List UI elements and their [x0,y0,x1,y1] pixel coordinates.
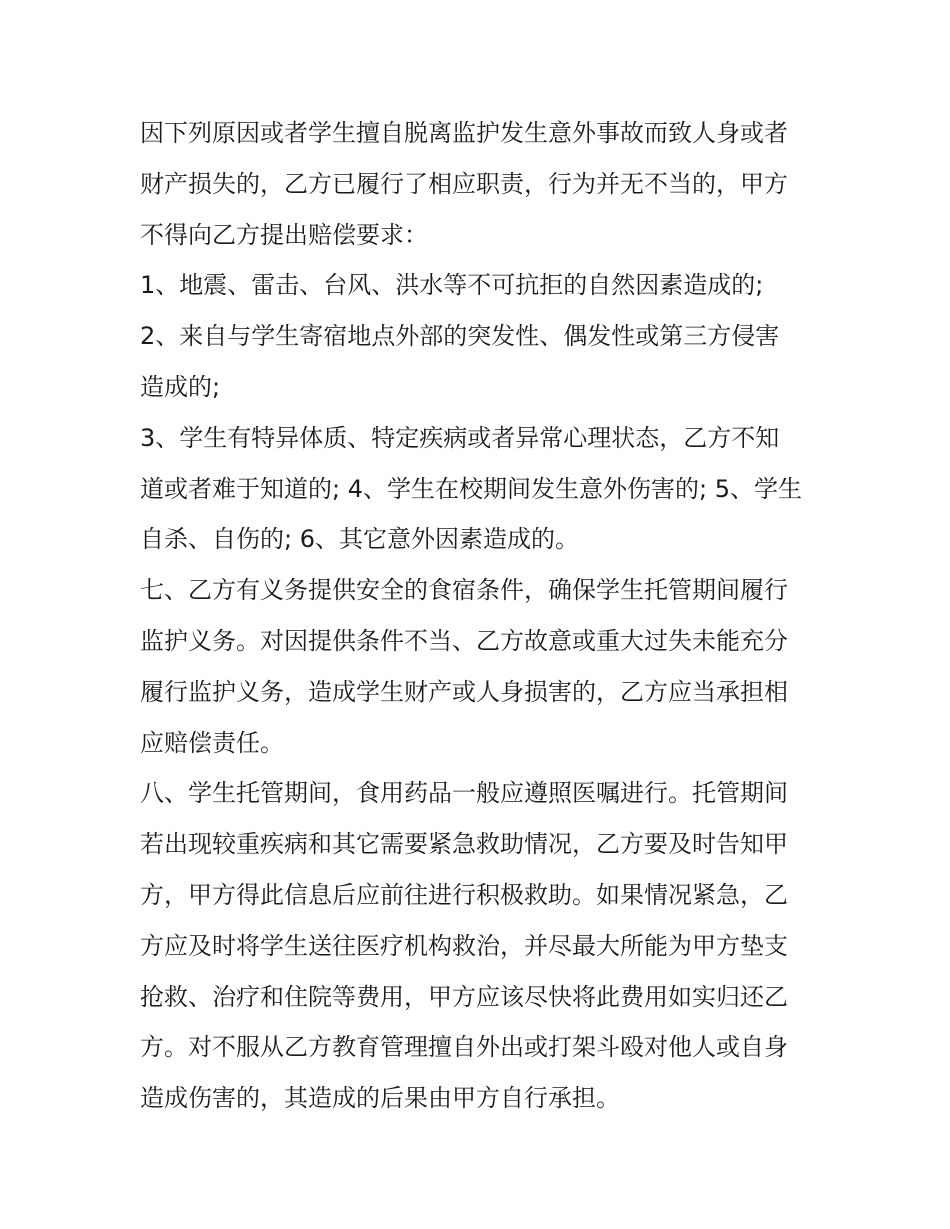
text-line: 履行监护义务，造成学生财产或人身损害的，乙方应当承担相 [140,677,788,706]
text-line: 因下列原因或者学生擅自脱离监护发生意外事故而致人身或者 [140,119,788,147]
text-line: 道或者难于知道的; 4、学生在校期间发生意外伤害的; 5、学生 [140,474,802,503]
text-line: 七、乙方有义务提供安全的食宿条件，确保学生托管期间履行 [140,576,788,605]
document-body [140,108,812,1124]
text-line: 应赔偿责任。 [140,728,284,757]
text-line: 若出现较重疾病和其它需要紧急救助情况，乙方要及时告知甲 [140,830,788,859]
text-line: 3、学生有特异体质、特定疾病或者异常心理状态，乙方不知 [140,423,780,452]
text-line: 方。对不服从乙方教育管理擅自外出或打架斗殴对他人或自身 [140,1033,788,1062]
text-line: 监护义务。对因提供条件不当、乙方故意或重大过失未能充分 [140,626,788,655]
text-line: 不得向乙方提出赔偿要求： [140,220,428,249]
text-line: 造成伤害的，其造成的后果由甲方自行承担。 [140,1084,620,1113]
text-line: 1、地震、雷击、台风、洪水等不可抗拒的自然因素造成的; [140,271,764,300]
text-line: 方，甲方得此信息后应前往进行积极救助。如果情况紧急，乙 [140,880,788,909]
text-line: 财产损失的，乙方已履行了相应职责，行为并无不当的，甲方 [140,169,788,198]
text-line: 2、来自与学生寄宿地点外部的突发性、偶发性或第三方侵害 [140,322,780,351]
text-line: 八、学生托管期间，食用药品一般应遵照医嘱进行。托管期间 [140,779,788,808]
text-line: 造成的; [140,372,221,401]
text-line: 抢救、治疗和住院等费用，甲方应该尽快将此费用如实归还乙 [140,982,788,1011]
text-line: 自杀、自伤的; 6、其它意外因素造成的。 [140,525,579,554]
text-line: 方应及时将学生送往医疗机构救治，并尽最大所能为甲方垫支 [140,931,788,960]
